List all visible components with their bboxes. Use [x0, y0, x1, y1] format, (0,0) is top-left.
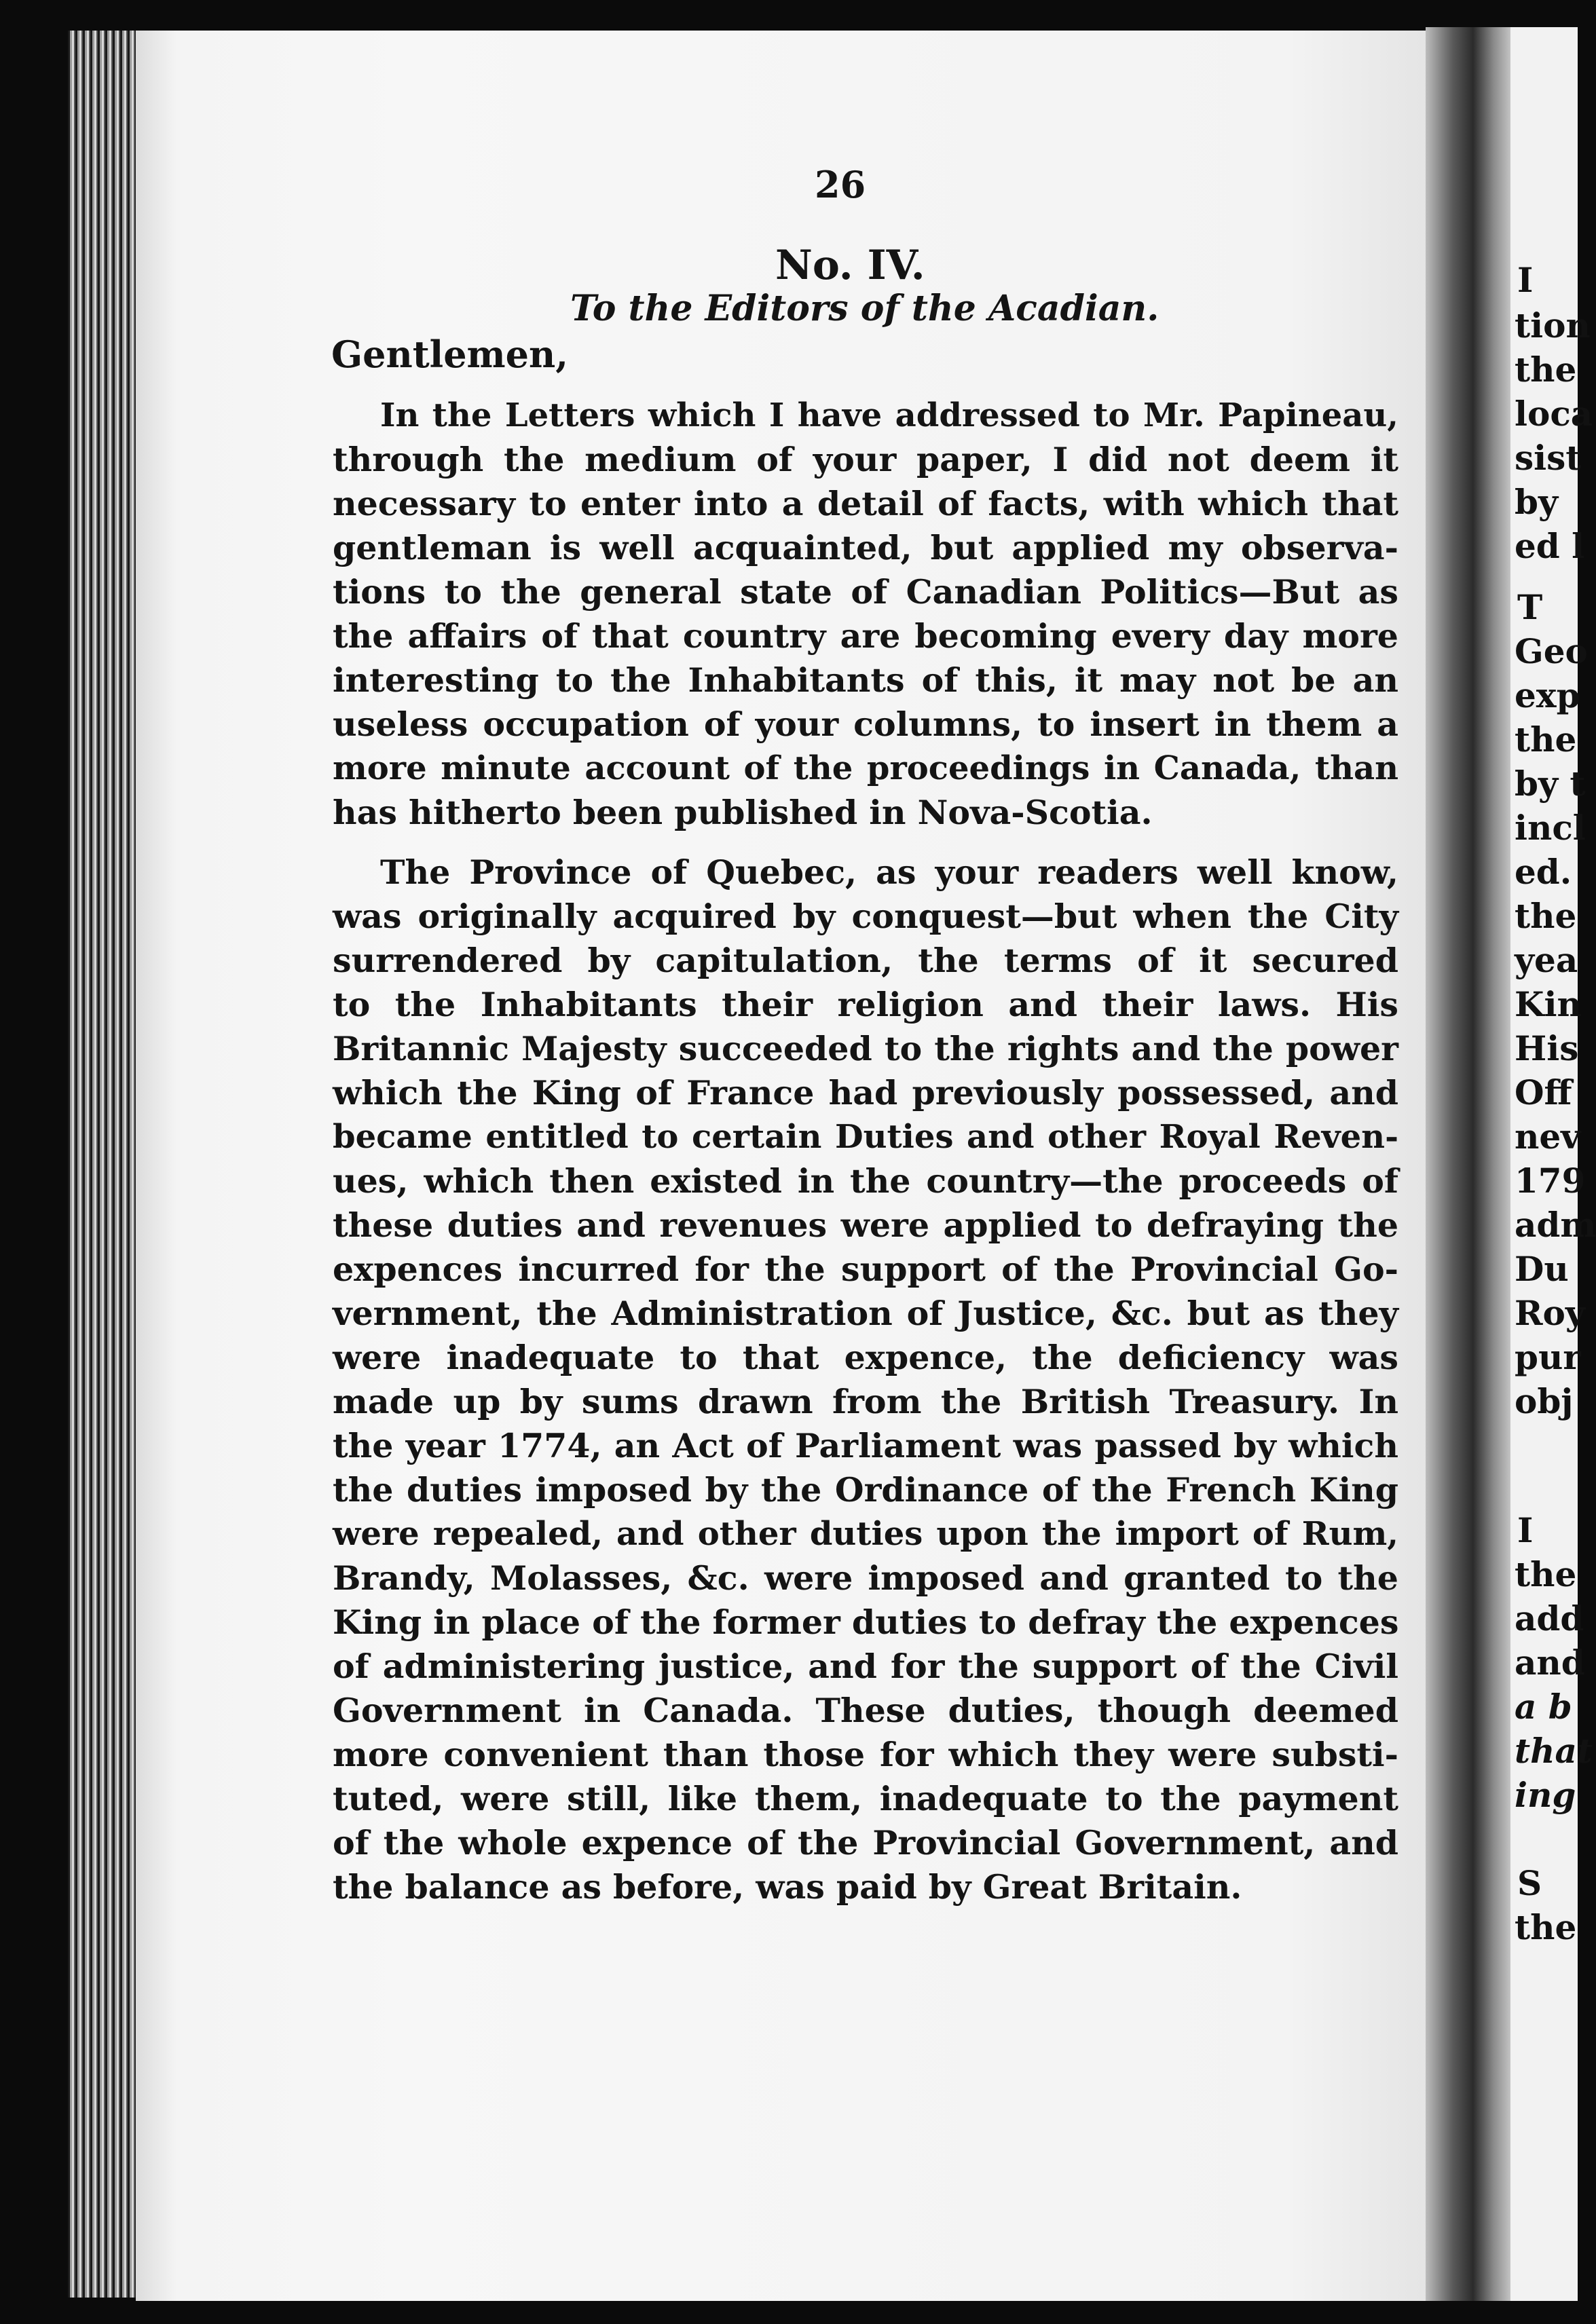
text-line: to the Inhabitants their religion and their laws. His [333, 985, 1398, 1024]
page-number: 26 [815, 163, 866, 206]
text-line: expences incurred for the support of the Provincial Go- [333, 1250, 1398, 1289]
facing-fragment: yea [1515, 940, 1578, 980]
text-line: made up by sums drawn from the British Treasury. In [333, 1382, 1398, 1421]
text-line: tuted, were still, like them, inadequate to the payment [333, 1779, 1398, 1818]
facing-fragment: ed. [1515, 852, 1572, 892]
letter-heading: No. IV. [775, 242, 925, 289]
text-line: the affairs of that country are becoming every day more [333, 616, 1398, 656]
text-line: of administering justice, and for the support of the Civil [333, 1647, 1398, 1686]
book-gutter [1426, 27, 1514, 2301]
facing-fragment: T [1517, 587, 1543, 627]
facing-fragment: that [1515, 1731, 1593, 1771]
facing-fragment: ing [1515, 1775, 1576, 1815]
text-line: became entitled to certain Duties and other Royal Reven- [333, 1118, 1398, 1156]
facing-fragment: the [1515, 896, 1577, 936]
facing-fragment: pur [1515, 1337, 1581, 1377]
text-line: which the King of France had previously possessed, and [333, 1073, 1398, 1112]
text-line: interesting to the Inhabitants of this, it may not be an [333, 660, 1398, 700]
text-line: King in place of the former duties to defray the expences [333, 1603, 1399, 1642]
facing-fragment: Roy [1515, 1293, 1585, 1333]
text-line: tions to the general state of Canadian Politics—But as [333, 572, 1398, 612]
facing-fragment: Off [1515, 1072, 1572, 1112]
text-line: Government in Canada. These duties, though deemed [333, 1691, 1398, 1730]
facing-fragment: by [1515, 482, 1559, 522]
facing-fragment: Geo [1515, 631, 1588, 671]
facing-fragment: incl [1515, 808, 1586, 848]
letter-addressee: To the Editors of the Acadian. [570, 288, 1159, 329]
facing-fragment: by t [1515, 764, 1586, 804]
facing-fragment: obj [1515, 1381, 1574, 1421]
text-line: The Province of Quebec, as your readers well know, [380, 852, 1398, 892]
text-line: vernment, the Administration of Justice, &c. but as they [333, 1294, 1398, 1333]
text-line: more convenient than those for which they were substi- [333, 1735, 1398, 1774]
facing-fragment: tion [1515, 305, 1591, 345]
text-line: were repealed, and other duties upon the import of Rum, [333, 1515, 1398, 1553]
text-line: necessary to enter into a detail of facts, with which that [333, 484, 1398, 523]
facing-fragment: 179 [1515, 1161, 1586, 1201]
text-line: were inadequate to that expence, the deficiency was [333, 1338, 1398, 1377]
facing-fragment: the [1515, 1907, 1577, 1947]
text-line: ues, which then existed in the country—the proceeds of [333, 1161, 1398, 1201]
book-page-edges [68, 31, 143, 2298]
text-line: Britannic Majesty succeeded to the rights and the power [333, 1029, 1398, 1068]
text-line: surrendered by capitulation, the terms of it secured [333, 941, 1398, 980]
facing-fragment: Du [1515, 1249, 1569, 1289]
facing-fragment: I [1517, 1510, 1534, 1550]
facing-fragment: the [1515, 1554, 1577, 1594]
facing-fragment: and [1515, 1643, 1585, 1683]
facing-fragment: His [1515, 1028, 1579, 1068]
text-line: the duties imposed by the Ordinance of the French King [333, 1470, 1398, 1510]
facing-fragment: ed l [1515, 526, 1585, 566]
facing-fragment: the [1515, 350, 1577, 390]
text-line: gentleman is well acquainted, but applied my observa- [333, 528, 1398, 567]
text-line: In the Letters which I have addressed to Mr. Papineau, [380, 396, 1398, 434]
text-line: was originally acquired by conquest—but when the City [333, 897, 1398, 936]
facing-fragment: I [1517, 260, 1534, 300]
text-line: useless occupation of your columns, to insert in them a [333, 705, 1398, 744]
facing-fragment: a b [1515, 1687, 1572, 1727]
letter-salutation: Gentlemen, [331, 333, 569, 376]
facing-fragment: add [1515, 1598, 1584, 1638]
facing-page [1510, 27, 1596, 2301]
paragraph-2 [333, 850, 1398, 1909]
facing-fragment: adm [1515, 1205, 1596, 1245]
facing-fragment: Kin [1515, 984, 1582, 1024]
text-line: these duties and revenues were applied to defraying the [333, 1205, 1398, 1245]
text-line: the year 1774, an Act of Parliament was passed by which [333, 1426, 1398, 1465]
facing-fragment: S [1517, 1863, 1542, 1903]
facing-fragment: exp [1515, 675, 1580, 715]
facing-fragment: the [1515, 719, 1577, 760]
text-line: more minute account of the proceedings in Canada, than [333, 749, 1398, 787]
text-line: Brandy, Molasses, &c. were imposed and granted to the [333, 1558, 1398, 1598]
facing-fragment: nev [1515, 1117, 1581, 1157]
text-line: the balance as before, was paid by Great Britain. [333, 1867, 1242, 1907]
facing-fragment: loca [1515, 394, 1593, 434]
text-line: of the whole expence of the Provincial Government, and [333, 1823, 1398, 1862]
text-line: through the medium of your paper, I did not deem it [333, 440, 1398, 479]
paragraph-1 [333, 394, 1398, 835]
facing-fragment: sist [1515, 438, 1582, 478]
text-line: has hitherto been published in Nova-Scotia. [333, 793, 1153, 832]
